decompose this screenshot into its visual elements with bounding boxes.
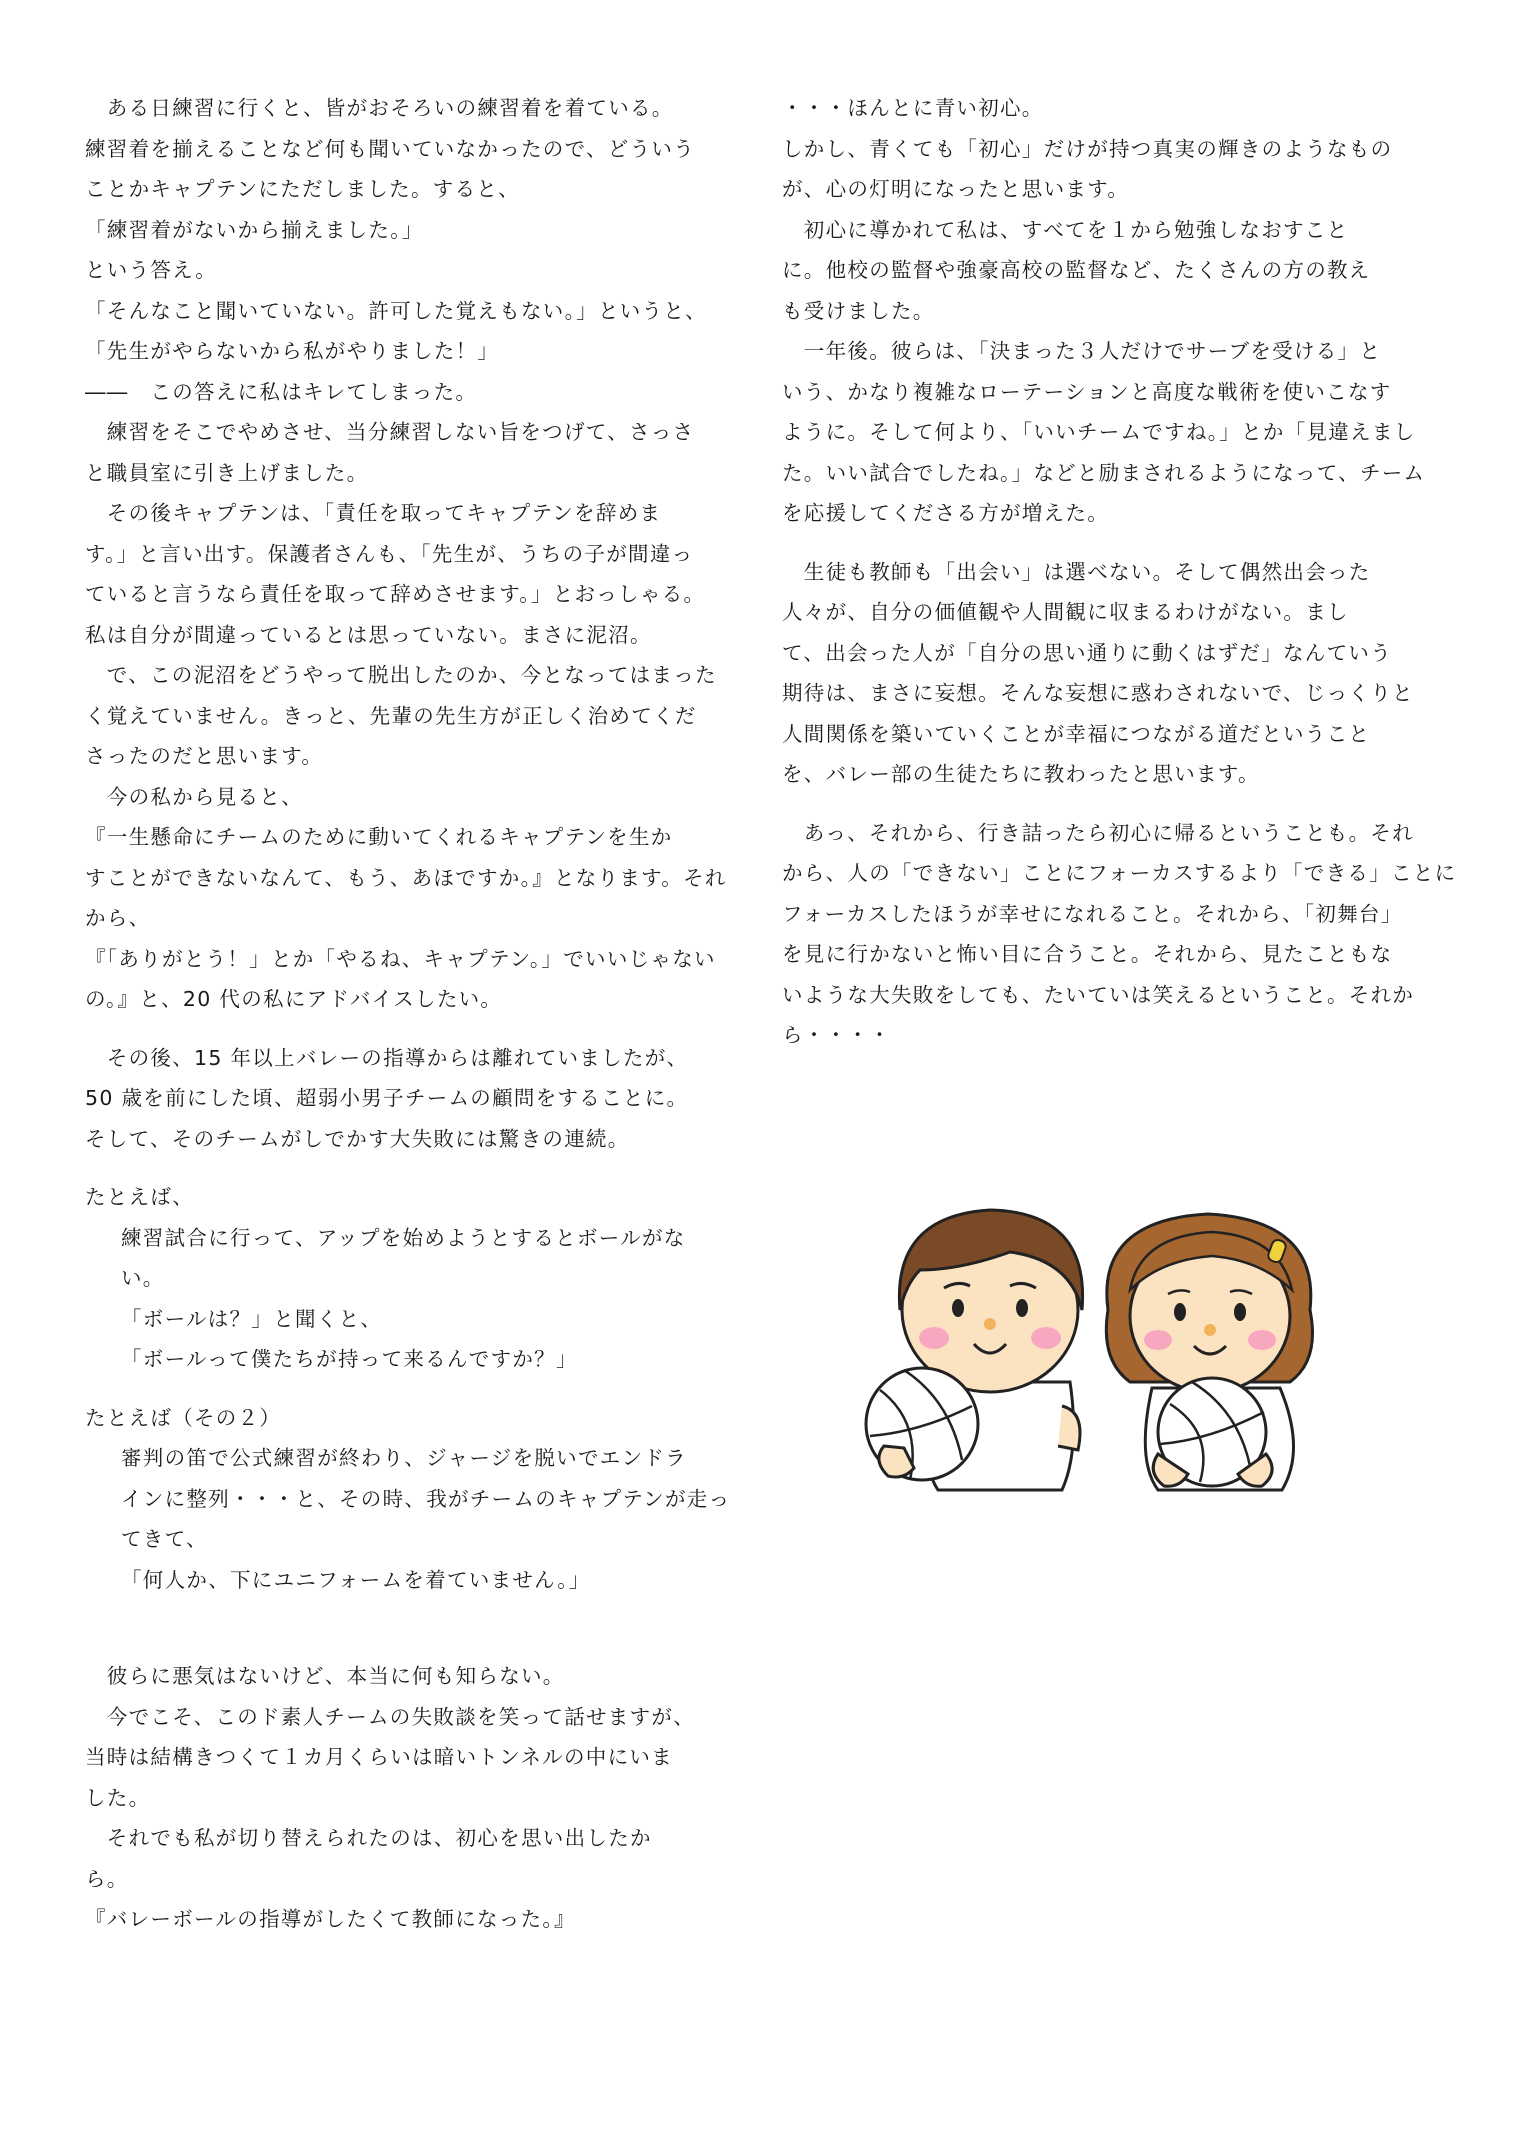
text-line: その後キャプテンは、「責任を取ってキャプテンを辞めま	[85, 501, 662, 525]
text-line: 初心に導かれて私は、すべてを１から勉強しなおすこと	[782, 217, 1349, 242]
text-line: ように。そして何より、「いいチームですね。」とか「見違えまし	[782, 420, 1416, 444]
text-line: たとえば（その２）	[85, 1405, 282, 1430]
text-line: さったのだと思います。	[85, 744, 324, 768]
text-line: 練習をそこでやめさせ、当分練習しない旨をつげて、さっさ	[85, 420, 695, 444]
text-line: ら。	[85, 1866, 129, 1891]
text-line: 一年後。彼らは、「決まった３人だけでサーブを受ける」と	[782, 339, 1382, 363]
text-line: 練習着を揃えることなど何も聞いていなかったので、どういう	[85, 136, 695, 161]
text-line: 「そんなこと聞いていない。許可した覚えもない。」というと、	[85, 298, 707, 323]
paragraph-gap	[85, 1020, 750, 1038]
text-line: それでも私が切り替えられたのは、初心を思い出したか	[85, 1826, 652, 1850]
text-line: 「練習着がないから揃えました。」	[85, 217, 424, 242]
paragraph-gap	[85, 1380, 750, 1398]
text-line: 「何人か、下にユニフォームを着ていません。」	[121, 1567, 591, 1592]
girl-character	[1106, 1214, 1312, 1490]
text-line: 審判の笛で公式練習が終わり、ジャージを脱いでエンドラ	[121, 1446, 687, 1470]
text-line: を見に行かないと怖い目に合うこと。それから、見たこともな	[782, 942, 1393, 966]
text-line: しかし、青くても「初心」だけが持つ真実の輝きのようなもの	[782, 136, 1393, 161]
text-line: 期待は、まさに妄想。そんな妄想に惑わされないで、じっくりと	[782, 681, 1414, 705]
text-line: い。	[121, 1266, 165, 1290]
text-line: すことができないなんて、もう、あほですか。』となります。それ	[85, 865, 727, 890]
text-line: 生徒も教師も「出会い」は選べない。そして偶然出会った	[782, 559, 1371, 584]
text-line: した。	[85, 1785, 151, 1810]
text-line: 「ボールは？」と聞くと、	[121, 1306, 383, 1331]
text-line: ―― この答えに私はキレてしまった。	[85, 379, 478, 404]
right-column	[782, 88, 1457, 1056]
text-line: が、心の灯明になったと思います。	[782, 177, 1130, 201]
text-line: という答え。	[85, 258, 218, 282]
text-line: 人々が、自分の価値観や人間観に収まるわけがない。まし	[782, 600, 1349, 624]
text-line: 『バレーボールの指導がしたくて教師になった。』	[85, 1907, 576, 1931]
text-line: 『「ありがとう！」とか「やるね、キャプテン。」でいいじゃない	[85, 946, 716, 971]
text-line: 当時は結構きつくて１カ月くらいは暗いトンネルの中にいま	[85, 1745, 673, 1769]
text-line: ・・・ほんとに青い初心。	[782, 96, 1044, 120]
text-line: から、	[85, 906, 151, 930]
paragraph-gap	[85, 1638, 750, 1656]
text-line: で、この泥沼をどうやって脱出したのか、今となってはまった	[85, 663, 717, 687]
text-line: そして、そのチームがしでかす大失敗には驚きの連続。	[85, 1126, 630, 1151]
text-line: から、人の「できない」ことにフォーカスするより「できる」ことに	[782, 861, 1457, 885]
text-line: ことかキャプテンにただしました。すると、	[85, 177, 520, 201]
paragraph-gap	[782, 534, 1442, 552]
text-line: 「先生がやらないから私がやりました！」	[85, 339, 500, 363]
text-line: も受けました。	[782, 298, 935, 323]
text-line: あっ、それから、行き詰ったら初心に帰るということも。それ	[782, 820, 1414, 845]
text-line: 人間関係を築いていくことが幸福につながる道だということ	[782, 721, 1371, 746]
text-line: いう、かなり複雑なローテーションと高度な戦術を使いこなす	[782, 379, 1392, 404]
text-line: を応援してくださる方が増えた。	[782, 501, 1109, 525]
paragraph-gap	[782, 795, 1442, 813]
volleyball-kids-illustration	[840, 1160, 1340, 1500]
text-line: たとえば、	[85, 1185, 194, 1209]
text-line: す。」と言い出す。保護者さんも、「先生が、うちの子が間違っ	[85, 541, 694, 566]
text-line: 「ボールって僕たちが持って来るんですか？」	[121, 1347, 578, 1371]
text-line: 今でこそ、このド素人チームの失敗談を笑って話せますが、	[85, 1704, 695, 1729]
text-line: と職員室に引き上げました。	[85, 460, 369, 485]
text-line: インに整列・・・と、その時、我がチームのキャプテンが走っ	[121, 1486, 731, 1511]
text-line: その後、15 年以上バレーの指導からは離れていましたが、	[85, 1045, 689, 1070]
text-line: た。いい試合でしたね。」などと励まされるようになって、チーム	[782, 460, 1426, 485]
text-line: いような大失敗をしても、たいていは笑えるということ。それか	[782, 982, 1415, 1007]
text-line: て、出会った人が「自分の思い通りに動くはずだ」なんていう	[782, 640, 1392, 665]
text-line: 『一生懸命にチームのために動いてくれるキャプテンを生か	[85, 825, 673, 849]
text-line: の。』と、20 代の私にアドバイスしたい。	[85, 987, 503, 1011]
text-line: に。他校の監督や強豪高校の監督など、たくさんの方の教え	[782, 258, 1371, 282]
text-line: ら・・・・	[782, 1023, 891, 1047]
text-line: フォーカスしたほうが幸せになれること。それから、「初舞台」	[782, 901, 1403, 926]
text-line: く覚えていません。きっと、先輩の先生方が正しく治めてくだ	[85, 703, 697, 728]
text-line: てきて、	[121, 1527, 208, 1551]
text-line: 50 歳を前にした頃、超弱小男子チームの顧問をすることに。	[85, 1086, 689, 1110]
text-line: ていると言うなら責任を取って辞めさせます。」とおっしゃる。	[85, 582, 706, 606]
paragraph-gap	[85, 1600, 750, 1638]
paragraph-gap	[85, 1159, 750, 1177]
text-line: 彼らに悪気はないけど、本当に何も知らない。	[85, 1664, 565, 1688]
left-column	[85, 88, 750, 1940]
text-line: ある日練習に行くと、皆がおそろいの練習着を着ている。	[85, 96, 674, 120]
text-line: を、バレー部の生徒たちに教わったと思います。	[782, 762, 1260, 786]
text-line: 今の私から見ると、	[85, 784, 303, 809]
text-line: 私は自分が間違っているとは思っていない。まさに泥沼。	[85, 622, 652, 647]
text-line: 練習試合に行って、アップを始めようとするとボールがな	[121, 1225, 686, 1250]
boy-character	[866, 1210, 1083, 1490]
